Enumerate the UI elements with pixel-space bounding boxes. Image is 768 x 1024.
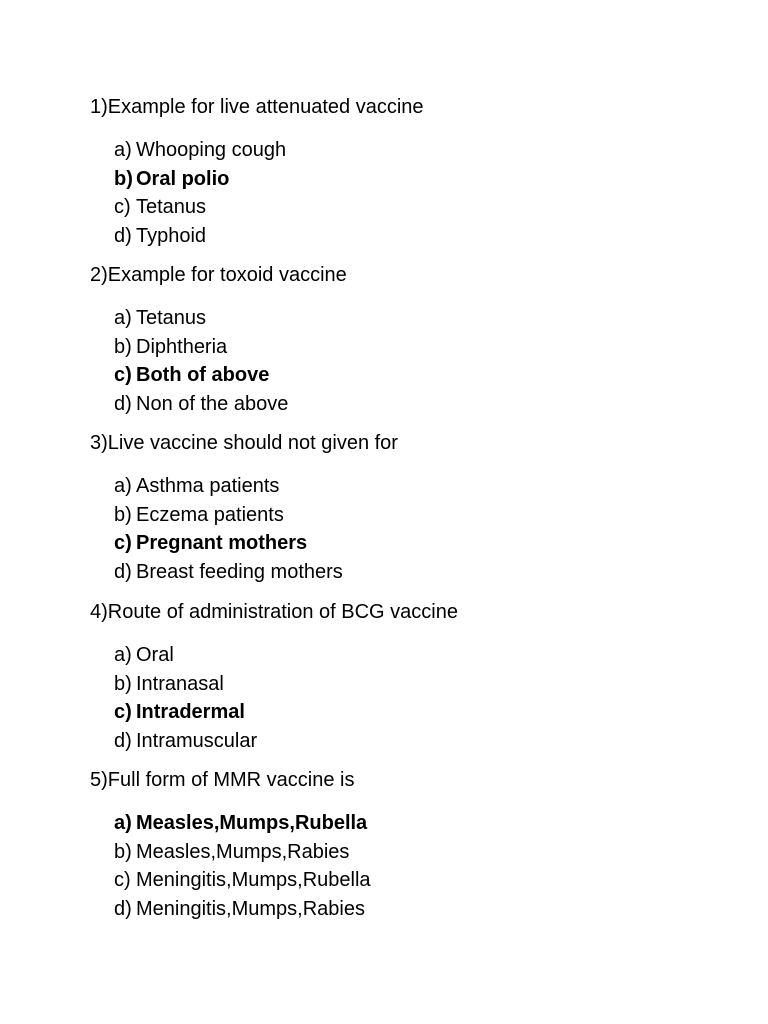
option-letter: b) [114, 167, 133, 190]
option-a [114, 472, 730, 501]
option-letter: d) [114, 729, 132, 752]
option-text: Asthma patients [136, 475, 280, 497]
option-text: Typhoid [136, 224, 207, 247]
option-text: Tetanus [136, 307, 207, 329]
option-a [114, 304, 730, 333]
option-list [90, 136, 730, 250]
option-text: Intranasal [136, 672, 224, 695]
option-b [114, 333, 730, 362]
option-letter: b) [114, 503, 132, 526]
option-list [90, 304, 730, 418]
option-b [114, 838, 730, 867]
option-text: Meningitis,Mumps,Rabies [136, 897, 365, 920]
option-letter: a) [114, 644, 132, 666]
option-b [114, 670, 730, 699]
option-letter: a) [114, 307, 132, 329]
option-text: Both of above [136, 364, 270, 387]
question-text: 1)Example for live attenuated vaccine [90, 96, 424, 118]
option-a [114, 136, 730, 165]
option-letter: d) [114, 897, 132, 920]
option-letter: c) [114, 196, 131, 219]
option-c-correct [114, 529, 730, 558]
question-4 [90, 600, 730, 755]
option-letter: b) [114, 335, 132, 358]
question-3 [90, 431, 730, 586]
option-text: Breast feeding mothers [136, 560, 343, 583]
question-1 [90, 95, 730, 250]
option-text: Eczema patients [136, 503, 284, 526]
option-c [114, 866, 730, 895]
option-letter: a) [114, 812, 132, 834]
option-letter: c) [114, 869, 131, 892]
option-letter: c) [114, 364, 132, 387]
option-text: Oral [136, 644, 174, 666]
option-text: Whooping cough [136, 139, 287, 161]
option-letter: d) [114, 392, 132, 415]
option-a [114, 641, 730, 670]
option-b-correct [114, 165, 730, 194]
option-list [90, 472, 730, 586]
option-text: Pregnant mothers [136, 532, 308, 555]
option-d [114, 222, 730, 251]
question-2 [90, 263, 730, 418]
option-text: Intradermal [136, 701, 245, 724]
option-text: Measles,Mumps,Rabies [136, 840, 350, 863]
question-text: 5)Full form of MMR vaccine is [90, 769, 355, 791]
option-c-correct [114, 698, 730, 727]
option-text: Measles,Mumps,Rubella [136, 812, 368, 834]
option-letter: b) [114, 840, 132, 863]
option-letter: d) [114, 560, 132, 583]
option-letter: b) [114, 672, 132, 695]
option-a-correct [114, 809, 730, 838]
question-text: 2)Example for toxoid vaccine [90, 264, 347, 286]
option-text: Intramuscular [136, 729, 258, 752]
option-d [114, 390, 730, 419]
option-list [90, 641, 730, 755]
option-text: Diphtheria [136, 335, 228, 358]
option-letter: c) [114, 701, 132, 724]
option-text: Tetanus [136, 196, 207, 219]
option-text: Meningitis,Mumps,Rubella [136, 869, 371, 892]
option-text: Non of the above [136, 392, 289, 415]
question-text: 4)Route of administration of BCG vaccine [90, 601, 458, 623]
option-d [114, 895, 730, 924]
question-5 [90, 768, 730, 923]
option-list [90, 809, 730, 923]
option-c-correct [114, 361, 730, 390]
option-letter: c) [114, 532, 132, 555]
option-d [114, 558, 730, 587]
option-c [114, 193, 730, 222]
question-text: 3)Live vaccine should not given for [90, 432, 398, 454]
option-d [114, 727, 730, 756]
option-letter: a) [114, 475, 132, 497]
option-text: Oral polio [136, 167, 230, 190]
option-letter: a) [114, 139, 132, 161]
option-letter: d) [114, 224, 132, 247]
option-b [114, 501, 730, 530]
